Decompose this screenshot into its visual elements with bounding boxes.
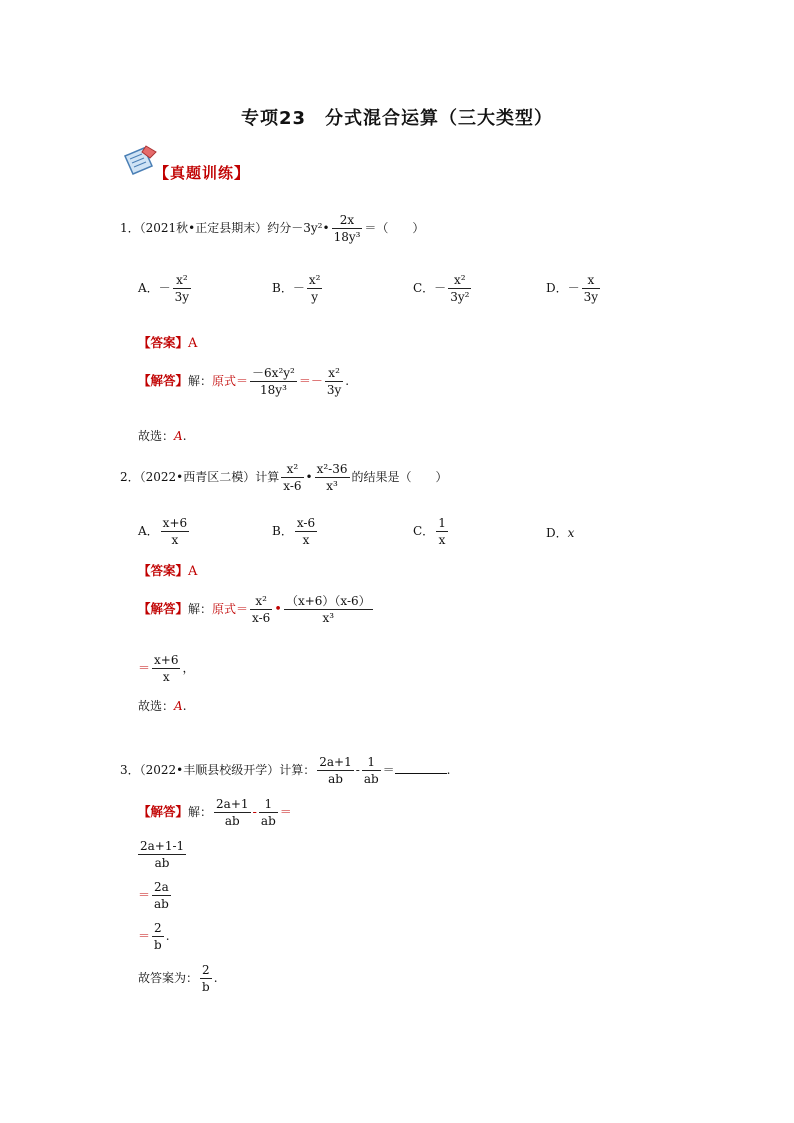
- q1-answer: [138, 333, 197, 351]
- eq-sign: ＝: [138, 929, 151, 943]
- frac-num: （x+6）（x-6）: [285, 594, 371, 608]
- choice-value: A: [174, 699, 183, 713]
- frac-num: x²: [173, 272, 191, 289]
- option-letter: A．: [138, 524, 159, 538]
- q1-option-b: [272, 272, 324, 305]
- option-fraction: [307, 272, 323, 305]
- answer-tag: 【答案】: [138, 563, 189, 578]
- option-letter: B．: [272, 524, 293, 538]
- option-fraction: [161, 515, 189, 548]
- frac-num: x²: [448, 272, 471, 289]
- frac-den: ab: [154, 897, 169, 911]
- answer-value: A: [188, 336, 198, 351]
- frac-den: x³: [326, 479, 338, 493]
- step-end: .: [165, 929, 170, 943]
- solution-tag: 【解答】: [138, 601, 189, 616]
- option-fraction: [582, 272, 600, 305]
- frac-den: x-6: [283, 479, 302, 493]
- q3-sol-fraction-b: [259, 796, 278, 829]
- q1-stem-suffix: ＝（ ）: [364, 221, 425, 235]
- q1-option-d: [546, 272, 602, 305]
- q1-option-c: [413, 272, 473, 305]
- guxuan-label: 故选：: [138, 429, 175, 443]
- q1-fraction: [332, 212, 363, 245]
- option-fraction: [436, 515, 448, 548]
- frac-num: 2a+1-1: [140, 839, 185, 853]
- q3-final-fraction: [200, 962, 212, 995]
- answer-value: A: [188, 564, 198, 579]
- choice-end: .: [182, 699, 187, 713]
- badge-label: 【真题训练】: [154, 164, 251, 182]
- q3-fraction-a: [317, 754, 353, 787]
- q2-option-a: [138, 515, 191, 548]
- frac-num: 2: [200, 962, 212, 979]
- q2-stem: [120, 461, 448, 494]
- frac-den: x: [438, 533, 446, 547]
- q3-step3-fraction: [152, 920, 164, 953]
- frac-den: ab: [224, 814, 240, 828]
- frac-den: x³: [322, 611, 335, 625]
- option-letter: C．－: [413, 281, 447, 295]
- multiply-dot: •: [274, 602, 282, 617]
- answer-blank: [395, 761, 447, 774]
- frac-num: x+6: [162, 516, 188, 530]
- q2-fraction-1: [281, 461, 303, 494]
- q2-choice: [138, 697, 187, 714]
- frac-num: x+6: [154, 653, 179, 667]
- frac-num: x-6: [296, 516, 316, 530]
- option-fraction: [295, 515, 317, 548]
- q2-stem-prefix: 2．（2022•西青区二模）计算: [120, 470, 280, 484]
- sol-end: .: [345, 374, 350, 388]
- q3-step1-fraction: [138, 838, 186, 871]
- eq-sign: ＝: [138, 661, 151, 675]
- q3-step-1: [136, 838, 188, 871]
- q1-option-a: [138, 272, 193, 305]
- jie-label: 解：: [188, 374, 213, 388]
- sol-mid: ＝－: [298, 374, 323, 388]
- minus-sign: -: [252, 805, 257, 820]
- frac-num: 2a+1: [319, 755, 352, 769]
- frac-den: y: [311, 290, 318, 304]
- option-letter: B．－: [272, 281, 305, 295]
- section-badge: [118, 140, 278, 190]
- frac-den: 3y: [326, 383, 342, 397]
- q1-sol-fraction-2: [325, 365, 343, 398]
- choice-end: .: [182, 429, 187, 443]
- solution-tag: 【解答】: [138, 804, 189, 819]
- step-end: ，: [182, 661, 195, 675]
- frac-den: x: [162, 670, 170, 684]
- frac-den: 3y²: [450, 290, 470, 304]
- frac-num: －6x²y²: [252, 366, 295, 380]
- frac-den: 3y: [174, 290, 190, 304]
- frac-num: 1: [259, 796, 278, 813]
- q2-solution: [138, 593, 375, 626]
- q3-stem: [120, 754, 451, 787]
- yuanshi-label: 原式＝: [212, 374, 249, 388]
- frac-num: x²-36: [316, 462, 348, 476]
- frac-num: x²: [308, 273, 321, 287]
- frac-num: x²: [281, 461, 303, 478]
- q2-solution-step: [138, 652, 195, 685]
- q1-frac-den: 18y³: [333, 230, 361, 244]
- frac-den: x: [302, 533, 310, 547]
- option-letter: D．－: [546, 281, 580, 295]
- frac-den: x: [171, 533, 179, 547]
- frac-num: x: [582, 272, 600, 289]
- final-end: .: [213, 971, 218, 985]
- period: .: [446, 763, 451, 777]
- q2-fraction-2: [315, 461, 350, 494]
- q2-option-c: [413, 515, 450, 548]
- q3-step-3: [138, 920, 170, 953]
- q2-option-d: [546, 524, 574, 541]
- frac-den: x-6: [252, 611, 271, 625]
- solution-tag: 【解答】: [138, 373, 189, 388]
- multiply-dot: •: [305, 470, 313, 484]
- q3-sol-fraction-a: [214, 796, 250, 829]
- q3-stem-prefix: 3．（2022•丰顺县校级开学）计算：: [120, 763, 316, 777]
- frac-den: ab: [154, 856, 170, 870]
- option-letter: A．－: [138, 281, 171, 295]
- answer-tag: 【答案】: [138, 335, 189, 350]
- q2-sol-fraction-2: [284, 593, 373, 626]
- q2-answer: [138, 561, 197, 579]
- q1-stem-prefix: 1．（2021秋•正定县期末）约分－3y²•: [120, 221, 330, 235]
- frac-den: 3y: [583, 290, 599, 304]
- q2-result-fraction: [152, 652, 180, 685]
- frac-num: x²: [250, 593, 272, 610]
- frac-num: x²: [325, 365, 343, 382]
- option-text: x: [567, 526, 575, 540]
- page-title: 专项23 分式混合运算（三大类型）: [240, 108, 554, 129]
- q3-fraction-b: [362, 754, 381, 787]
- guxuan-label: 故选：: [138, 699, 175, 713]
- option-letter: D．: [546, 526, 568, 540]
- q3-step-2: [138, 879, 173, 912]
- frac-den: ab: [363, 772, 379, 786]
- q2-stem-suffix: 的结果是（ ）: [351, 470, 448, 484]
- frac-num: 2: [152, 920, 164, 937]
- option-fraction: [173, 272, 191, 305]
- frac-num: 2a: [152, 879, 171, 896]
- jie-label: 解：: [188, 805, 213, 819]
- q3-final-answer: [138, 962, 218, 995]
- option-letter: C．: [413, 524, 435, 538]
- q3-step2-fraction: [152, 879, 171, 912]
- minus-sign: -: [355, 763, 360, 777]
- jie-label: 解：: [188, 602, 213, 616]
- frac-den: 18y³: [260, 383, 287, 397]
- eq-sign: ＝: [138, 888, 151, 902]
- eq-sign: ＝: [382, 763, 395, 777]
- eq-sign: ＝: [279, 805, 292, 819]
- q2-option-b: [272, 515, 319, 548]
- yuanshi-label: 原式＝: [212, 602, 249, 616]
- gu-answer-label: 故答案为：: [138, 971, 199, 985]
- frac-num: 1: [362, 754, 381, 771]
- choice-value: A: [174, 429, 183, 443]
- q2-sol-fraction-1: [250, 593, 272, 626]
- q1-frac-num: 2x: [332, 212, 363, 229]
- frac-den: ab: [328, 772, 343, 786]
- frac-num: 2a+1: [216, 797, 249, 811]
- frac-den: b: [202, 980, 210, 994]
- frac-den: b: [154, 938, 162, 952]
- q1-solution: [138, 365, 349, 398]
- q1-stem: [120, 212, 424, 245]
- frac-num: 1: [438, 516, 446, 530]
- frac-den: ab: [260, 814, 276, 828]
- q3-solution: [138, 796, 292, 829]
- option-fraction: [448, 272, 471, 305]
- q1-sol-fraction: [250, 365, 297, 398]
- q1-choice: [138, 427, 187, 444]
